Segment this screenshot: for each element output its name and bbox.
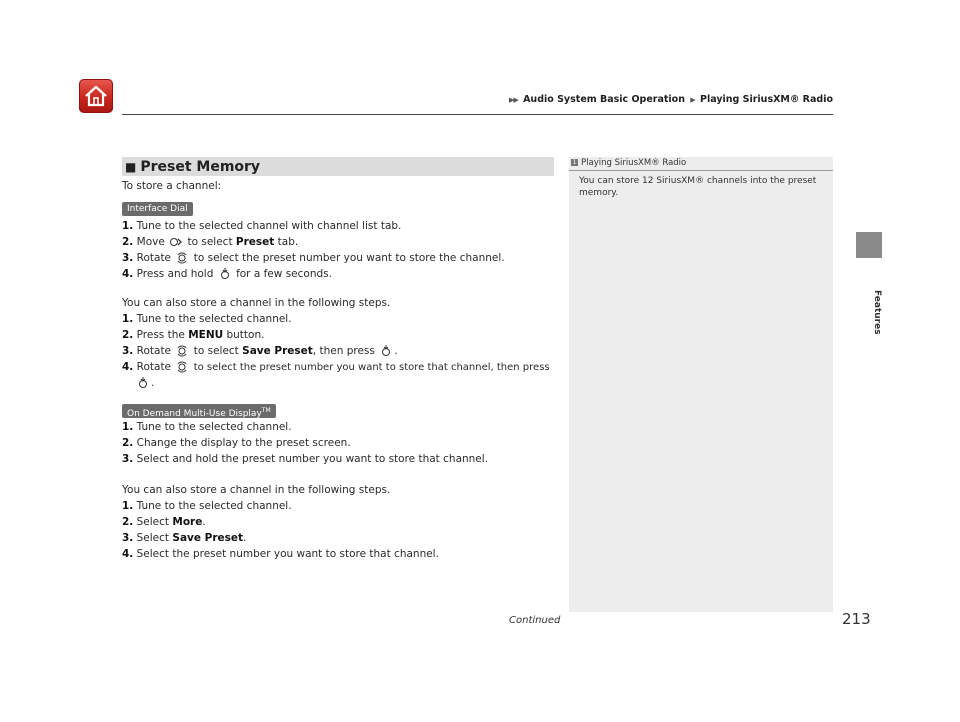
list-item: 1. Tune to the selected channel. [122, 421, 292, 433]
press-dial-icon [380, 345, 392, 357]
alt-intro-text: You can also store a channel in the following steps. [122, 484, 391, 496]
list-item: 3. Select Save Preset. [122, 532, 247, 544]
home-button[interactable] [79, 79, 113, 113]
list-item: 2. Change the display to the preset screen. [122, 437, 351, 449]
rotate-dial-icon [176, 252, 188, 264]
list-item: 3. Rotate to select Save Preset, then press . [122, 345, 398, 357]
chapter-tab-marker[interactable] [856, 232, 882, 258]
list-item: 4. Rotate to select the preset number you want to store that channel, then press [122, 361, 550, 373]
header-divider [122, 114, 833, 115]
breadcrumb-item[interactable]: Playing SiriusXM® Radio [699, 94, 833, 105]
press-dial-icon [219, 268, 231, 280]
list-item: 2. Move to select Preset tab. [122, 236, 299, 248]
press-dial-icon [137, 377, 149, 389]
list-item-continuation: . [135, 377, 154, 390]
list-item: 4. Select the preset number you want to store that channel. [122, 548, 439, 560]
list-item: 1. Tune to the selected channel with channel list tab. [122, 220, 402, 232]
interface-dial-tag: Interface Dial [122, 202, 193, 216]
intro-text: To store a channel: [122, 180, 222, 192]
note-divider [569, 170, 833, 171]
continued-label: Continued [509, 615, 561, 626]
rotate-dial-icon [176, 345, 188, 357]
rotate-dial-icon [176, 361, 188, 373]
section-marker-icon: ■ [125, 159, 137, 174]
chapter-tab-label[interactable]: Features [872, 289, 882, 335]
breadcrumb [507, 94, 833, 105]
note-panel [569, 157, 833, 612]
list-item: 1. Tune to the selected channel. [122, 500, 292, 512]
section-heading [122, 157, 554, 176]
breadcrumb-arrow-icon: ▶ [690, 96, 695, 104]
page-number: 213 [842, 610, 871, 628]
list-item: 2. Press the MENU button. [122, 329, 265, 341]
home-icon [79, 79, 113, 113]
list-item: 2. Select More. [122, 516, 206, 528]
breadcrumb-arrow-icon: ▶▶ [508, 96, 518, 104]
move-right-icon [170, 237, 182, 247]
list-item: 3. Select and hold the preset number you want to store that channel. [122, 453, 489, 465]
note-title[interactable]: 1 Playing SiriusXM® Radio [572, 158, 687, 168]
alt-intro-text: You can also store a channel in the following steps. [122, 297, 391, 309]
note-marker-icon: 1 [572, 159, 577, 166]
list-item: 1. Tune to the selected channel. [122, 313, 292, 325]
multi-use-display-tag: On Demand Multi-Use Display™ [122, 404, 276, 418]
list-item: 3. Rotate to select the preset number you want to store the channel. [122, 252, 505, 264]
list-item: 4. Press and hold for a few seconds. [122, 268, 332, 280]
note-body: You can store 12 SiriusXM® channels into the preset memory. [579, 176, 817, 198]
section-title: Preset Memory [140, 158, 261, 175]
breadcrumb-item[interactable]: Audio System Basic Operation [523, 94, 685, 105]
